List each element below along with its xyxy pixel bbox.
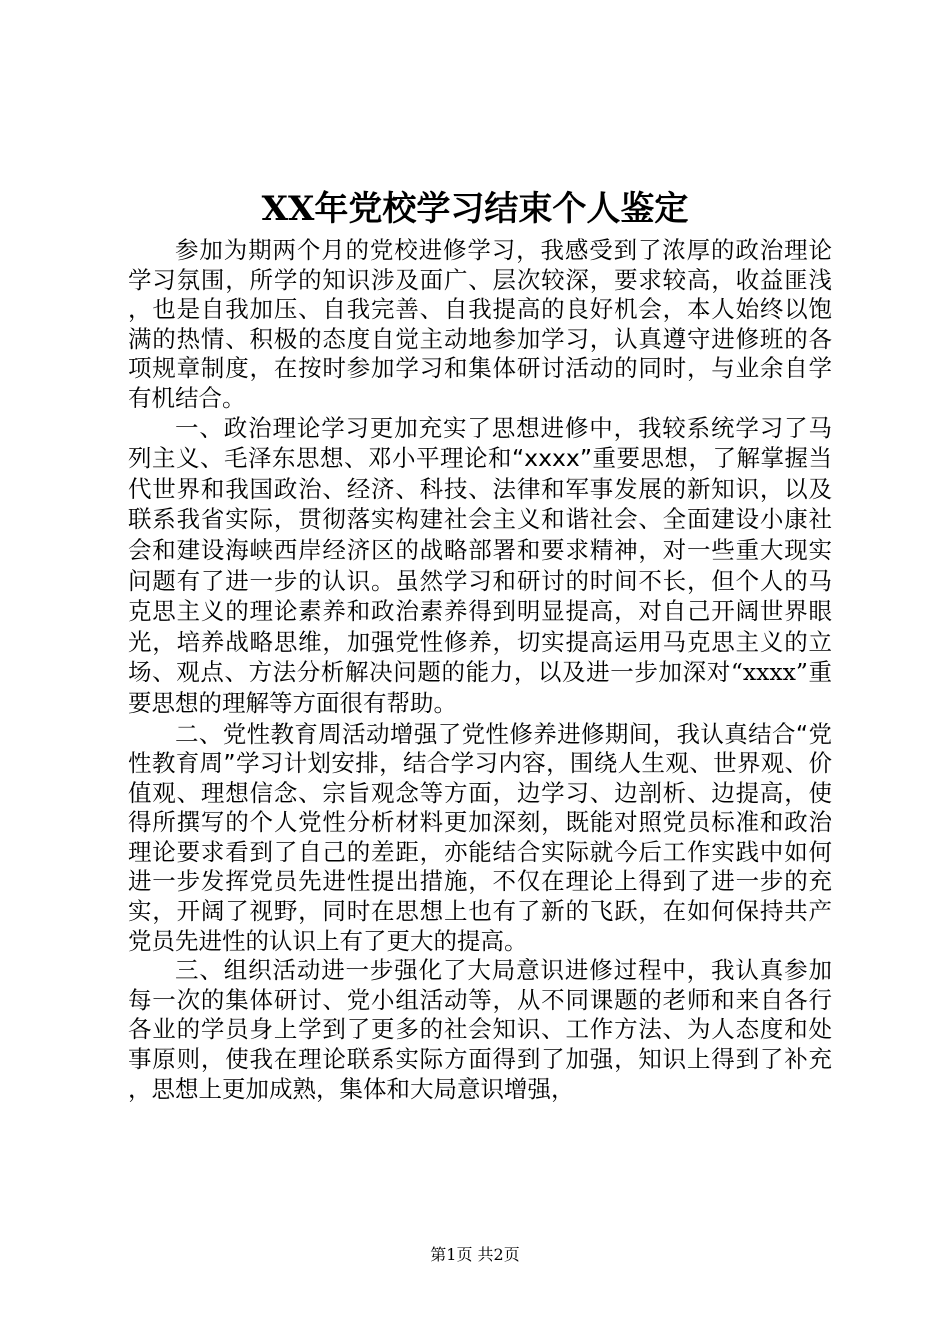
- paragraph-section-1: [128, 414, 832, 720]
- document-title: XX年党校学习结束个人鉴定: [261, 189, 689, 229]
- paragraph-section-2: 二、党性教育周活动增强了党性修养进修期间，我认真结合“党性教育周”学习计划安排，结合学习内容，围绕人生观、世界观、价值观、理想信念、宗旨观念等方面，边学习、边剖析、边提高，使得所撰写的个人党性分析材料更加深刻，既能对照党员标准和政治理论要求看到了自己的差距，亦能结合实际就今后工作实践中如何进一步发挥党员先进性提出措施，不仅在理论上得到了进一步的充实，开阔了视野，同时在思想上也有了新的飞跃，在如何保持共产党员先进性的认识上有了更大的提高。: [128, 719, 832, 955]
- document-body: [128, 236, 832, 1104]
- page-footer: 第1页 共2页: [430, 1245, 520, 1264]
- paragraph-section-3: 三、组织活动进一步强化了大局意识进修过程中，我认真参加每一次的集体研讨、党小组活动等，从不同课题的老师和来自各行各业的学员身上学到了更多的社会知识、工作方法、为人态度和处事原则，使我在理论联系实际方面得到了加强，知识上得到了补充，思想上更加成熟，集体和大局意识增强，: [128, 956, 832, 1103]
- section-1-body-text: 虽然学习和研讨的时间不长，但个人的马克思主义的理论素养和政治素养得到明显提高，对自己开阔世界眼光，培养战略思维，加强党性修养，切实提高运用马克思主义的立场、观点、方法分析解决问题的能力，以及进一步加深对“xxxx”重要思想的理解等方面很有帮助。: [128, 566, 833, 717]
- paragraph-intro: 参加为期两个月的党校进修学习，我感受到了浓厚的政治理论学习氛围，所学的知识涉及面广、层次较深，要求较高，收益匪浅，也是自我加压、自我完善、自我提高的良好机会，本人始终以饱满的热情、积极的态度自觉主动地参加学习，认真遵守进修班的各项规章制度，在按时参加学习和集体研讨活动的同时，与业余自学有机结合。: [128, 236, 832, 412]
- section-1-heading-text: 一、政治理论学习更加充实了思想进修中，我较系统学习了马列主义、毛泽东思想、邓小平理论和“xxxx”重要思想，了解掌握当代世界和我国政治、经济、科技、法律和军事发展的新知识，以及联系我省实际，贯彻落实构建社会主义和谐社会、全面建设小康社会和建设海峡西岸经济区的战略部署和要求精神，对一些重大现实问题有了进一步的认识。: [128, 413, 832, 595]
